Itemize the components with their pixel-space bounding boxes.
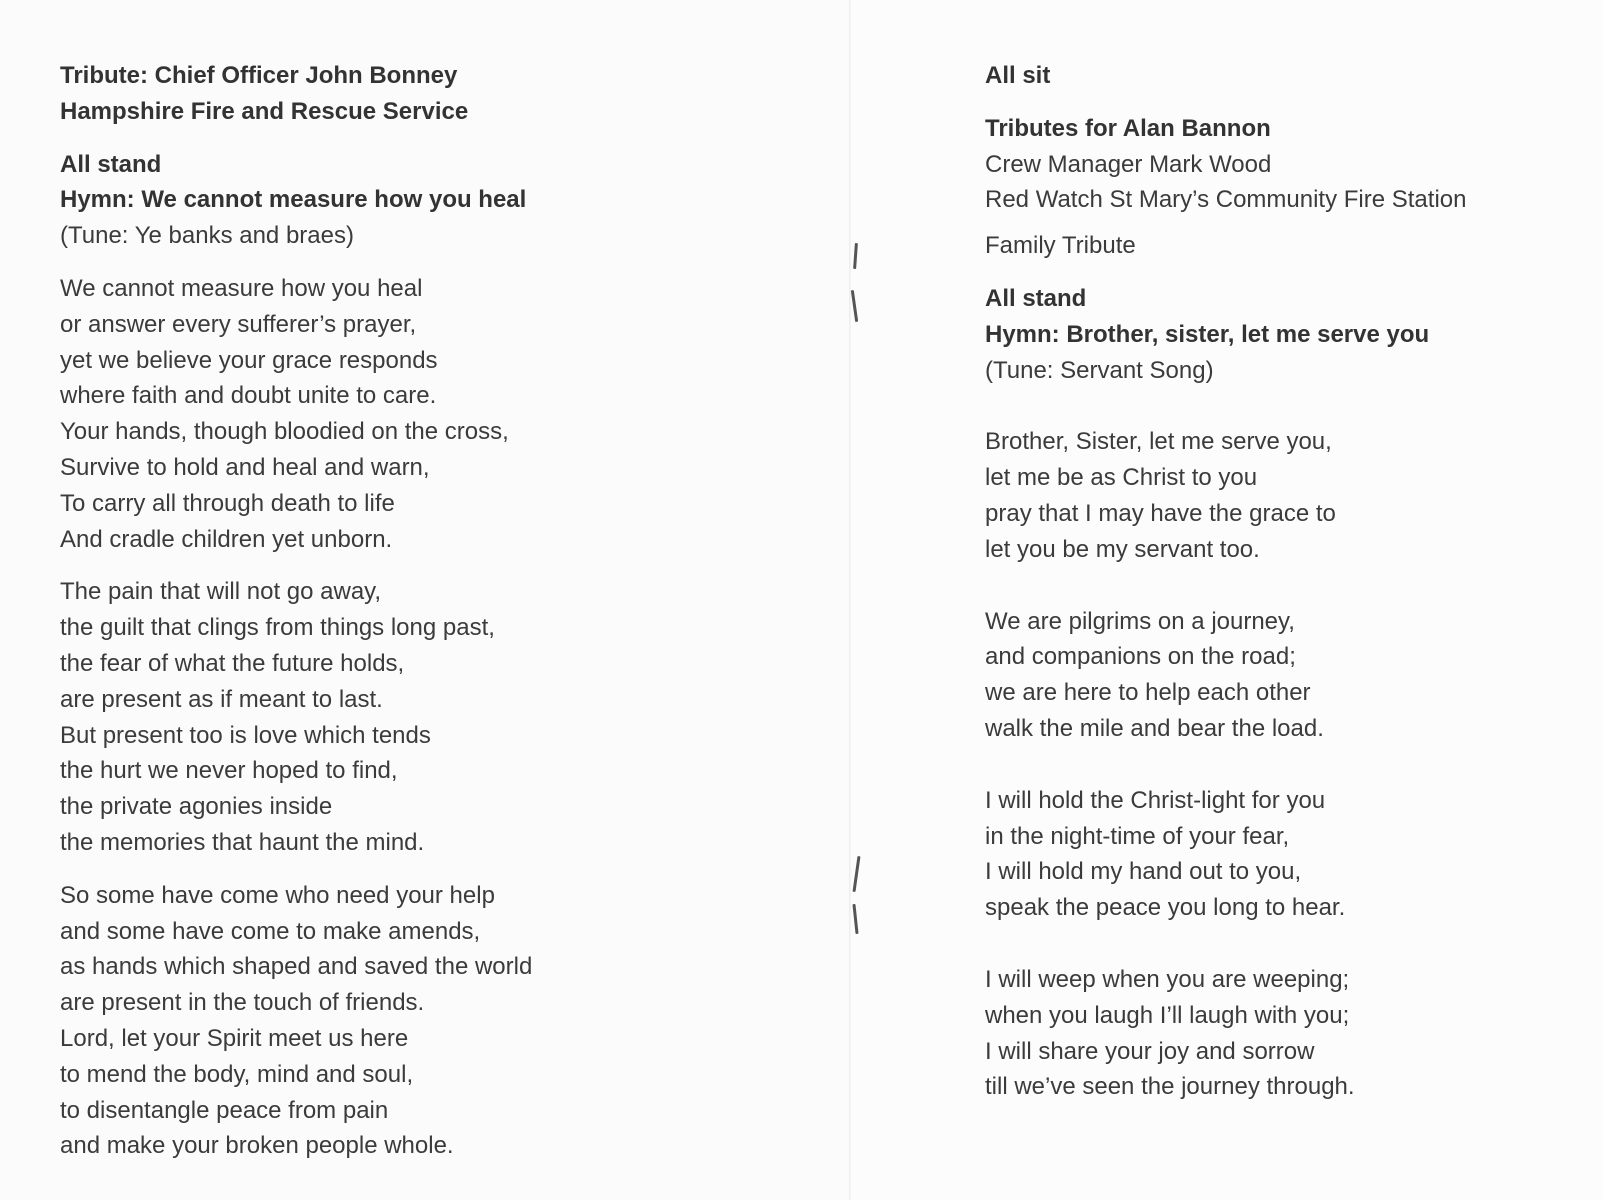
tribute-title: Tribute: Chief Officer John Bonney <box>60 62 458 89</box>
stand-instruction: All stand <box>60 150 162 178</box>
verse-line: or answer every sufferer’s prayer, <box>60 310 417 338</box>
hymn-verse <box>985 604 1585 747</box>
verse-line: And cradle children yet unborn. <box>60 525 393 553</box>
hymn-tune: (Tune: Servant Song) <box>985 356 1214 384</box>
sit-instruction: All sit <box>985 62 1051 89</box>
hymn-tune: (Tune: Ye banks and braes) <box>60 222 354 250</box>
hymn-title: Hymn: We cannot measure how you heal <box>60 186 527 214</box>
hymn-verse <box>985 424 1585 567</box>
verse-line: the memories that haunt the mind. <box>60 828 425 856</box>
verse-line: I will hold the Christ-light for you <box>985 786 1326 814</box>
hymn-title: Hymn: Brother, sister, let me serve you <box>985 320 1430 348</box>
verse-line: Brother, Sister, let me serve you, <box>985 428 1332 456</box>
hymn-verse <box>985 962 1585 1105</box>
verse-line: to disentangle peace from pain <box>60 1096 389 1124</box>
verse-line: So some have come who need your help <box>60 881 495 909</box>
verse-line: are present as if meant to last. <box>60 685 383 713</box>
verse-line: the fear of what the future holds, <box>60 649 405 677</box>
verse-line: till we’ve seen the journey through. <box>985 1073 1355 1101</box>
verse-line: where faith and doubt unite to care. <box>60 382 437 410</box>
tributes-title: Tributes for Alan Bannon <box>985 114 1271 142</box>
page-fold <box>849 0 851 1200</box>
tribute-organisation: Hampshire Fire and Rescue Service <box>60 97 469 125</box>
verse-line: But present too is love which tends <box>60 721 431 749</box>
hymn-verse <box>985 783 1585 926</box>
verse-line: I will weep when you are weeping; <box>985 965 1350 993</box>
verse-line: the private agonies inside <box>60 793 333 821</box>
verse-line: To carry all through death to life <box>60 489 395 517</box>
verse-line: the hurt we never hoped to find, <box>60 757 398 785</box>
verse-line: to mend the body, mind and soul, <box>60 1060 414 1088</box>
verse-line: I will hold my hand out to you, <box>985 858 1302 886</box>
verse-line: and make your broken people whole. <box>60 1132 454 1160</box>
tribute-station: Red Watch St Mary’s Community Fire Station <box>985 186 1467 214</box>
verse-line: We cannot measure how you heal <box>60 274 423 302</box>
verse-line: as hands which shaped and saved the world <box>60 953 533 981</box>
verse-line: are present in the touch of friends. <box>60 989 425 1017</box>
hymn-verse <box>60 271 820 557</box>
verse-line: I will share your joy and sorrow <box>985 1037 1315 1065</box>
verse-line: and some have come to make amends, <box>60 917 481 945</box>
verse-line: when you laugh I’ll laugh with you; <box>985 1001 1350 1029</box>
verse-line: speak the peace you long to hear. <box>985 894 1346 922</box>
verse-line: yet we believe your grace responds <box>60 346 438 374</box>
verse-line: We are pilgrims on a journey, <box>985 607 1295 635</box>
right-column <box>985 58 1585 1105</box>
verse-line: walk the mile and bear the load. <box>985 714 1324 742</box>
hymn-verse <box>60 878 820 1164</box>
verse-line: Survive to hold and heal and warn, <box>60 453 430 481</box>
verse-line: The pain that will not go away, <box>60 578 382 606</box>
tribute-speaker: Crew Manager Mark Wood <box>985 150 1272 178</box>
verse-line: and companions on the road; <box>985 643 1296 671</box>
left-column <box>60 58 820 1164</box>
verse-line: in the night-time of your fear, <box>985 822 1290 850</box>
stand-instruction: All stand <box>985 284 1087 312</box>
hymn-verse <box>60 574 820 860</box>
verse-line: Lord, let your Spirit meet us here <box>60 1024 409 1052</box>
verse-line: pray that I may have the grace to <box>985 499 1336 527</box>
verse-line: the guilt that clings from things long past, <box>60 614 495 642</box>
family-tribute: Family Tribute <box>985 232 1136 260</box>
verse-line: we are here to help each other <box>985 679 1311 707</box>
verse-line: let you be my servant too. <box>985 535 1260 563</box>
verse-line: Your hands, though bloodied on the cross, <box>60 418 509 446</box>
verse-line: let me be as Christ to you <box>985 464 1258 492</box>
